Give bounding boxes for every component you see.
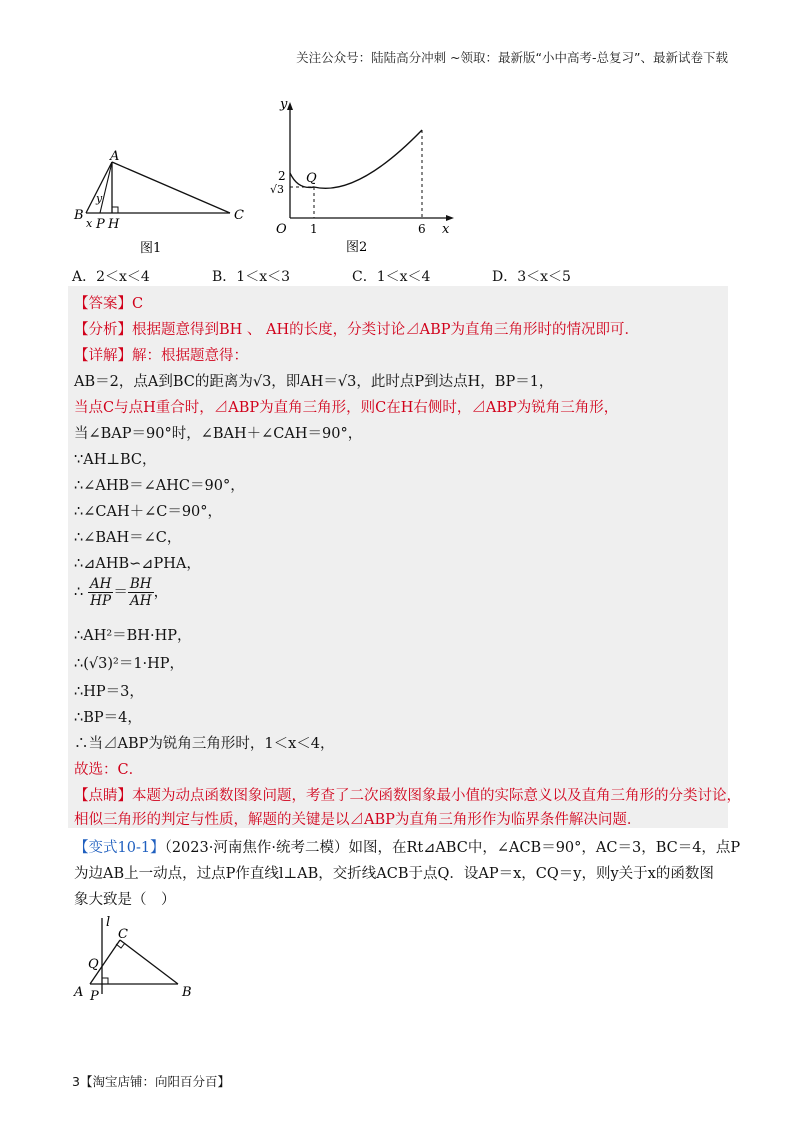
figure-3-triangle [70, 912, 210, 1012]
step-3: 当∠BAP＝90°时，∠BAH＋∠CAH＝90°， [74, 426, 363, 442]
fig1-label-A: A [110, 149, 120, 164]
analysis-line: 【分析】根据题意得到BH 、 AH的长度，分类讨论⊿ABP为直角三角形时的情况即可． [74, 322, 640, 338]
comment-line-2: 相似三角形的判定与性质，解题的关键是以⊿ABP为直角三角形作为临界条件解决问题． [74, 812, 642, 828]
fig3-label-P: P [90, 989, 99, 1004]
fig1-label-B: B [74, 208, 84, 223]
fig3-label-l: l [106, 915, 111, 930]
fig2-tick-6: 6 [418, 222, 426, 236]
figure-2-graph [262, 96, 462, 258]
page-header: 关注公众号：陆陆高分冲刺 ~领取：最新版“小中高考-总复习”、最新试卷下载 [296, 50, 728, 65]
fig2-caption: 图2 [346, 240, 368, 255]
ratio-line: ∴ $\frac{AH}{HP}$ ＝ $\frac{BH}{AH}$ ， [74, 576, 169, 609]
variant-line-1: 【变式10-1】（2023·河南焦作·统考二模）如图，在Rt⊿ABC中，∠ACB＝90°，AC＝3，BC＝4，点P [74, 840, 741, 856]
fig2-label-Q: Q [306, 171, 317, 186]
step-7: ∴∠BAH＝∠C， [74, 530, 182, 546]
detail-line: 【详解】解：根据题意得： [74, 348, 248, 364]
step-4: ∵AH⊥BC， [74, 452, 157, 468]
fig1-label-y: y [96, 192, 103, 205]
step-6: ∴∠CAH＋∠C＝90°， [74, 504, 223, 520]
step-2: 当点C与点H重合时，⊿ABP为直角三角形，则C在H右侧时，⊿ABP为锐角三角形， [74, 400, 619, 416]
option-d: D．3＜x＜5 [492, 269, 571, 285]
option-c: C．1＜x＜4 [352, 269, 431, 285]
fig1-caption: 图1 [140, 241, 162, 256]
option-b: B．1＜x＜3 [212, 269, 290, 285]
fig1-label-H: H [108, 217, 120, 232]
comment-line-1: 【点睛】本题为动点函数图象问题，考查了二次函数图象最小值的实际意义以及直角三角形的分类讨论， [74, 788, 741, 804]
step-5: ∴∠AHB＝∠AHC＝90°， [74, 478, 245, 494]
fig2-origin: O [276, 222, 287, 237]
step-11: ∴HP＝3， [74, 684, 144, 700]
option-a: A．2＜x＜4 [72, 269, 150, 285]
step-13: ∴当⊿ABP为锐角三角形时，1＜x＜4， [74, 736, 335, 752]
fig2-x-axis-label: x [442, 222, 450, 237]
variant-line-3: 象大致是（ ） [74, 892, 176, 908]
fig1-label-C: C [234, 208, 244, 223]
fig3-label-B: B [182, 985, 192, 1000]
fig3-label-C: C [118, 927, 128, 942]
fig3-label-A: A [74, 985, 84, 1000]
fig3-label-Q: Q [88, 957, 99, 972]
fig2-y-axis-label: y [280, 97, 288, 112]
step-10: ∴(√3)²＝1·HP， [74, 656, 185, 672]
figure-1-triangle [70, 140, 260, 265]
step-1: AB＝2，点A到BC的距离为√3，即AH＝√3，此时点P到达点H，BP＝1， [74, 374, 554, 390]
fig1-label-P: P [96, 217, 105, 232]
step-9: ∴AH²＝BH·HP， [74, 628, 192, 644]
step-8: ∴⊿AHB∽⊿PHA， [74, 556, 201, 572]
answer-line: 【答案】C [74, 296, 144, 312]
fig1-label-x: x [86, 217, 93, 230]
fig2-tick-1: 1 [310, 222, 318, 236]
variant-line-2: 为边AB上一动点，过点P作直线l⊥AB，交折线ACB于点Q．设AP＝x，CQ＝y，则y关于x的函数图 [74, 866, 714, 882]
page-footer: 3【淘宝店铺：向阳百分百】 [72, 1074, 230, 1089]
step-14: 故选：C． [74, 762, 144, 778]
step-12: ∴BP＝4， [74, 710, 142, 726]
fig2-tick-sqrt3: √3 [270, 183, 285, 196]
fig2-tick-2: 2 [278, 169, 286, 183]
